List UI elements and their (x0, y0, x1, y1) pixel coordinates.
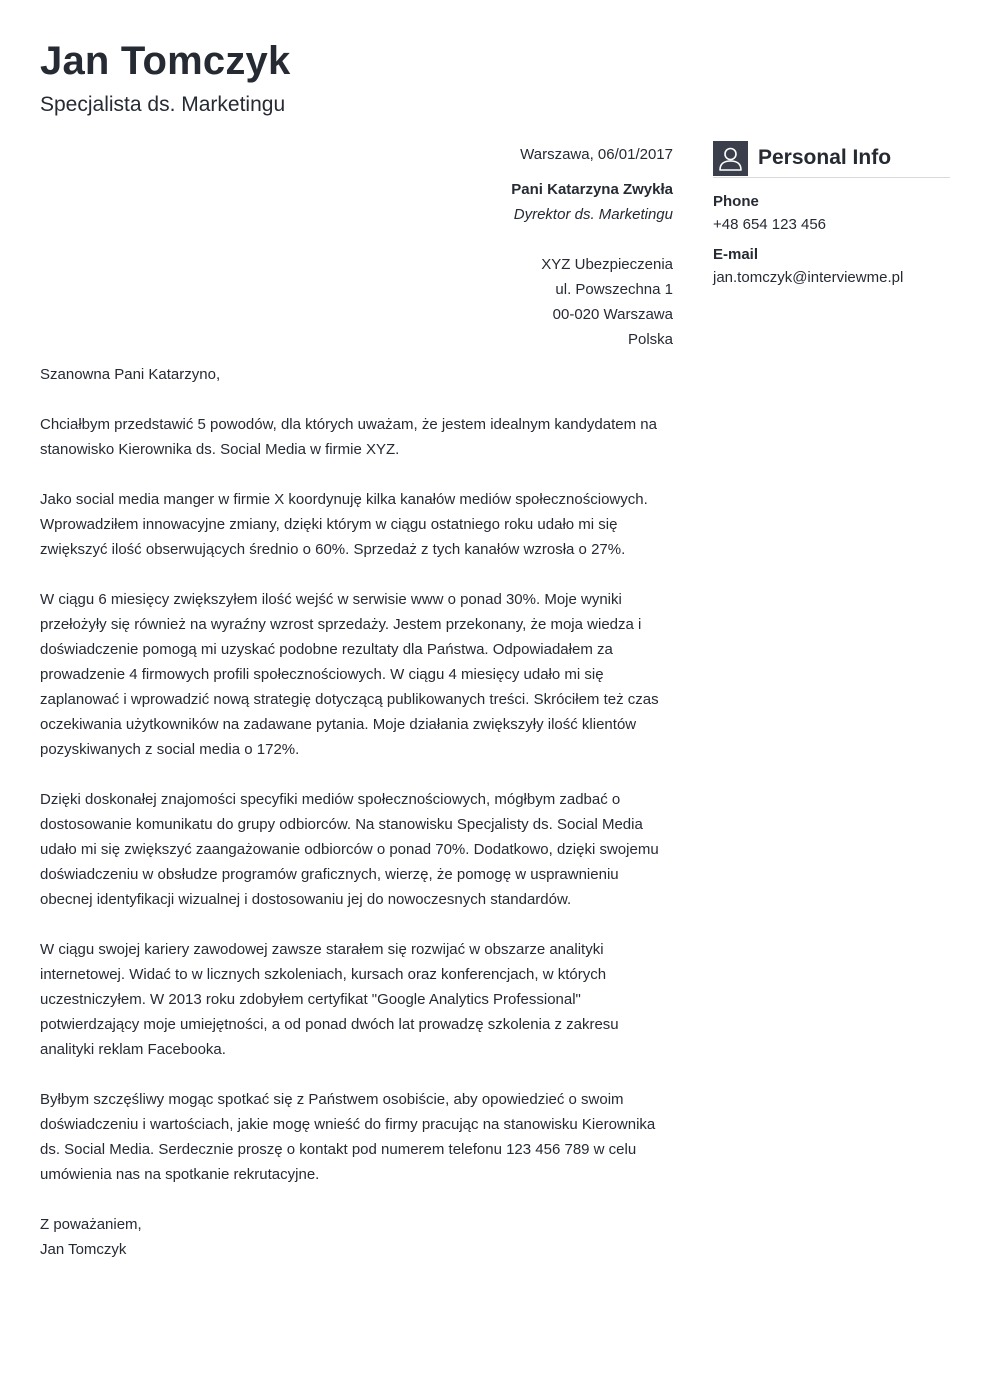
email-value: jan.tomczyk@interviewme.pl (713, 269, 904, 286)
applicant-job-title: Specjalista ds. Marketingu (40, 93, 286, 116)
applicant-name: Jan Tomczyk (40, 39, 291, 83)
email-label: E-mail (713, 246, 759, 263)
person-icon (713, 141, 748, 176)
section-title: Personal Info (758, 146, 892, 169)
address-line: ul. Powszechna 1 (555, 281, 673, 298)
letter-closing: Z poważaniem, (40, 1216, 142, 1233)
cover-letter (40, 142, 673, 1262)
phone-value: +48 654 123 456 (713, 216, 827, 233)
letter-signature: Jan Tomczyk (40, 1241, 127, 1258)
letter-paragraph: Dzięki doskonałej znajomości specyfiki mediów społecznościowych, mógłbym zadbać o dostosowanie komunikatu do grupy odbiorców. Na stanowisku Specjalisty ds. Social Media udało mi się zwiększyć zaangażowanie odbiorców o ponad 70%. Dodatkowo, dzięki swojemu doświadczeniu w obsłudze programów graficznych, wierzę, że pomogę w usprawnieniu obecnej identyfikacji wizualnej i dostosowaniu jej do nowoczesnych standardów. (40, 791, 659, 908)
address-line: XYZ Ubezpieczenia (541, 256, 673, 273)
letter-paragraph: W ciągu swojej kariery zawodowej zawsze starałem się rozwijać w obszarze analityki internetowej. Widać to w licznych szkoleniach, kursach oraz konferencjach, w których uczestniczyłem. W 2013 roku zdobyłem certyfikat "Google Analytics Professional" potwierdzający moje umiejętności, a od ponad dwóch lat prowadzę szkolenia z zakresu analityki reklam Facebooka. (40, 941, 619, 1058)
address-line: 00-020 Warszawa (552, 306, 673, 323)
letter-date: Warszawa, 06/01/2017 (520, 146, 673, 163)
personal-info-sidebar (713, 143, 950, 290)
letter-paragraph: Chciałbym przedstawić 5 powodów, dla których uważam, że jestem idealnym kandydatem na stanowisko Kierownika ds. Social Media w firmie XYZ. (40, 416, 657, 458)
personal-info-header (713, 143, 950, 178)
letter-paragraph: Byłbym szczęśliwy mogąc spotkać się z Państwem osobiście, aby opowiedzieć o swoim doświadczeniu i wartościach, jakie mogę wnieść do firmy pracując na stanowisku Kierownika ds. Social Media. Serdecznie proszę o kontakt pod numerem telefonu 123 456 789 w celu umówienia nas na spotkanie rekrutacyjne. (40, 1091, 656, 1183)
letter-paragraph: Jako social media manger w firmie X koordynuję kilka kanałów mediów społecznościowych. Wprowadziłem innowacyjne zmiany, dzięki którym w ciągu ostatniego roku udało mi się zwiększyć ilość obserwujących średnio o 60%. Sprzedaż z tych kanałów wzrosła o 27%. (40, 491, 648, 558)
recipient-address (40, 252, 673, 352)
resume-header (40, 38, 290, 118)
letter-paragraph: W ciągu 6 miesięcy zwiększyłem ilość wejść w serwisie www o ponad 30%. Moje wyniki przełożyły się również na wyraźny wzrost sprzedaży. Jestem przekonany, że moja wiedza i doświadczenie pomogą mi uzyskać podobne rezultaty dla Państwa. Odpowiadałem za prowadzenie 4 firmowych profili społecznościowych. W ciągu 4 miesięcy udało mi się zaplanować i wprowadzić nową strategię dotyczącą publikowanych treści. Skróciłem też czas oczekiwania użytkowników na zadawane pytania. Moje działania zwiększyły ilość klientów pozyskiwanych z social media o 172%. (40, 591, 659, 758)
recipient-role: Dyrektor ds. Marketingu (513, 206, 673, 223)
recipient-name: Pani Katarzyna Zwykła (511, 181, 673, 198)
letter-greeting: Szanowna Pani Katarzyno, (40, 366, 221, 383)
phone-label: Phone (713, 193, 759, 210)
address-line: Polska (627, 331, 673, 348)
